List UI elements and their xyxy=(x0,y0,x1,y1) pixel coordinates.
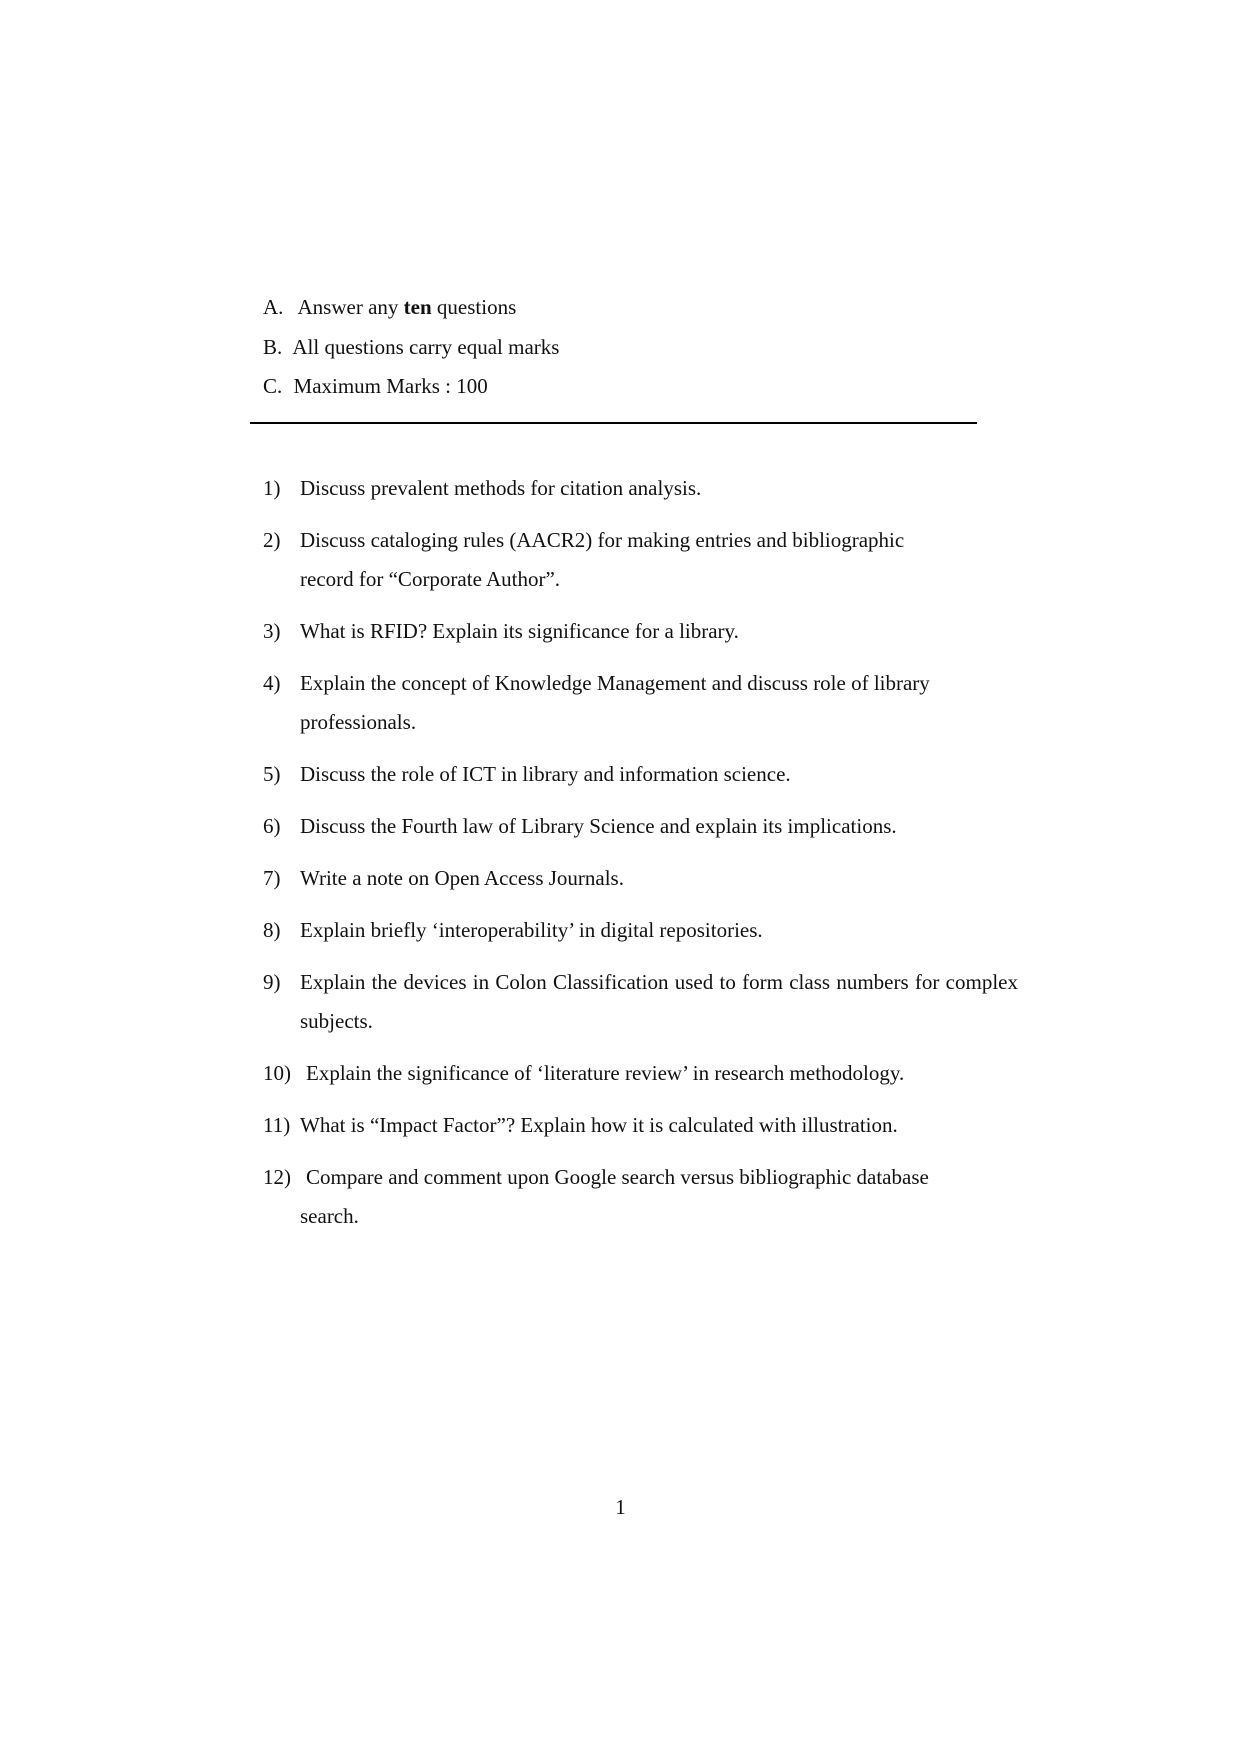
question-list xyxy=(263,469,1018,1249)
instruction-marker: C. xyxy=(263,374,283,398)
question-text: Write a note on Open Access Journals. xyxy=(300,866,624,890)
question-number: 8) xyxy=(263,918,281,942)
question-text: Discuss the Fourth law of Library Science and explain its implications. xyxy=(300,814,897,838)
instruction-marker: A. xyxy=(263,295,284,319)
instruction-text: Answer any xyxy=(297,295,399,319)
question-number: 10) xyxy=(263,1061,291,1085)
page-number: 1 xyxy=(615,1495,626,1519)
separator-line xyxy=(250,422,977,424)
question-item xyxy=(263,807,1018,846)
question-item xyxy=(263,1158,1018,1236)
question-item xyxy=(263,755,1018,794)
instruction-text: questions xyxy=(436,295,517,319)
question-text: Explain briefly ‘interoperability’ in digital repositories. xyxy=(300,918,763,942)
instruction-marker: B. xyxy=(263,334,283,359)
question-text: What is RFID? Explain its significance for a library. xyxy=(300,619,739,643)
question-item xyxy=(263,1106,1018,1145)
question-item xyxy=(263,521,1018,599)
question-item xyxy=(263,664,1018,742)
question-item xyxy=(263,911,1018,950)
question-number: 1) xyxy=(263,476,281,500)
instruction-emphasis: ten xyxy=(403,295,432,319)
question-text: Explain the significance of ‘literature review’ in research methodology. xyxy=(306,1061,905,1085)
question-number: 4) xyxy=(263,671,281,695)
question-number: 2) xyxy=(263,528,281,552)
question-item xyxy=(263,963,1018,1041)
question-item xyxy=(263,469,1018,508)
question-text: Discuss cataloging rules (AACR2) for making entries and bibliographic record for “Corporate Author”. xyxy=(300,528,905,591)
question-number: 6) xyxy=(263,814,281,838)
question-text: Discuss the role of ICT in library and information science. xyxy=(300,762,791,786)
question-number: 9) xyxy=(263,970,281,994)
instruction-b xyxy=(263,333,1023,373)
instruction-text: Maximum Marks : 100 xyxy=(293,374,488,398)
question-text: Explain the devices in Colon Classification used to form class numbers for complex subjects. xyxy=(300,970,1018,1033)
question-number: 11) xyxy=(263,1113,291,1137)
question-number: 3) xyxy=(263,619,281,643)
question-item xyxy=(263,859,1018,898)
instruction-a xyxy=(263,293,1023,333)
question-item xyxy=(263,612,1018,651)
instruction-c xyxy=(263,372,1023,412)
instruction-text: All questions carry equal marks xyxy=(292,334,560,359)
question-number: 5) xyxy=(263,762,281,786)
instructions-block xyxy=(263,293,1023,412)
question-text: What is “Impact Factor”? Explain how it is calculated with illustration. xyxy=(300,1113,898,1137)
question-text: Explain the concept of Knowledge Management and discuss role of library professionals. xyxy=(300,671,930,734)
question-item xyxy=(263,1054,1018,1093)
question-text: Discuss prevalent methods for citation analysis. xyxy=(300,476,702,500)
question-number: 7) xyxy=(263,866,281,890)
question-text: Compare and comment upon Google search versus bibliographic database search. xyxy=(300,1165,929,1228)
question-number: 12) xyxy=(263,1165,291,1189)
